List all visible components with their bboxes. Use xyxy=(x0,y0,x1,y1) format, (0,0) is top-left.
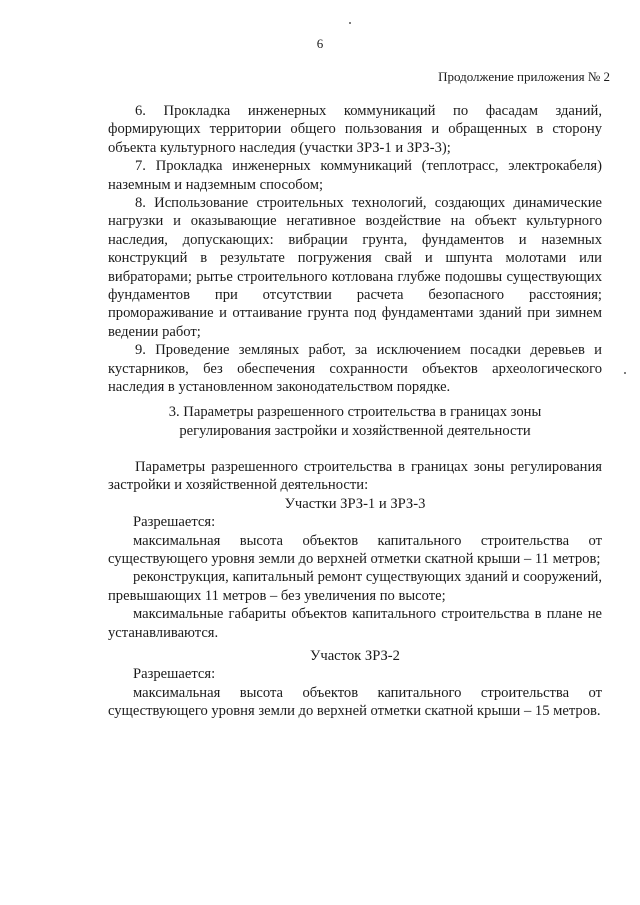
appendix-note: Продолжение приложения № 2 xyxy=(438,69,610,84)
zone-a-title: Участки ЗРЗ-1 и ЗРЗ-3 xyxy=(284,495,426,512)
section-3-intro: Параметры разрешенного строительства в границах зоны регулирования застройки и хозяйственной деятельности: xyxy=(108,459,602,494)
zone-b-title: Участок ЗРЗ-2 xyxy=(310,648,400,665)
section-3-heading xyxy=(108,403,602,441)
item-8: 8. Использование строительных технологий, создающих динамические нагрузки и оказывающие негативное воздействие на объект культурного наследия, допускающих: вибрации грунта, фундаментов и наземных конструкций в результате погружения свай и шпунта молотами или вибраторами; рытье строительного котлована глубже подошвы существующих фундаментов при отсутствии расчета безопасного расстояния; промораживание и оттаивание грунта под фундаментами зданий при зимнем ведении работ; xyxy=(108,195,602,340)
section-3-heading-line1: 3. Параметры разрешенного строительства в границах зоны xyxy=(168,404,542,420)
zone-a-dimensions: максимальные габариты объектов капитального строительства в плане не устанавливаются. xyxy=(108,606,602,641)
zone-b-allowed: Разрешается: xyxy=(133,666,216,683)
section-3-body xyxy=(108,458,602,721)
scan-dot xyxy=(349,22,351,24)
scan-dot xyxy=(624,372,626,374)
zone-a-height: максимальная высота объектов капитального строительства от существующего уровня земли до верхней отметки скатной крыши – 11 метров; xyxy=(108,532,602,568)
zone-b-height: максимальная высота объектов капитального строительства от существующего уровня земли до верхней отметки скатной крыши – 15 метров. xyxy=(108,684,602,720)
item-7: 7. Прокладка инженерных коммуникаций (теплотрасс, электрокабеля) наземным и надземным способом; xyxy=(108,158,602,193)
zone-a-reconstruction: реконструкция, капитальный ремонт существующих зданий и сооружений, превышающих 11 метров – без увеличения по высоте; xyxy=(108,569,602,604)
section-3-heading-line2: регулирования застройки и хозяйственной деятельности xyxy=(179,423,531,439)
item-9: 9. Проведение земляных работ, за исключением посадки деревьев и кустарников, без обеспечения сохранности объектов археологического наследия в установленном законодательством порядке. xyxy=(108,342,602,396)
prohibited-items xyxy=(108,102,602,397)
item-6: 6. Прокладка инженерных коммуникаций по фасадам зданий, формирующих территории общего пользования и обращенных в сторону объекта культурного наследия (участки ЗРЗ-1 и ЗРЗ-3); xyxy=(108,103,602,156)
page-number: 6 xyxy=(316,36,324,51)
zone-a-allowed: Разрешается: xyxy=(133,514,216,531)
